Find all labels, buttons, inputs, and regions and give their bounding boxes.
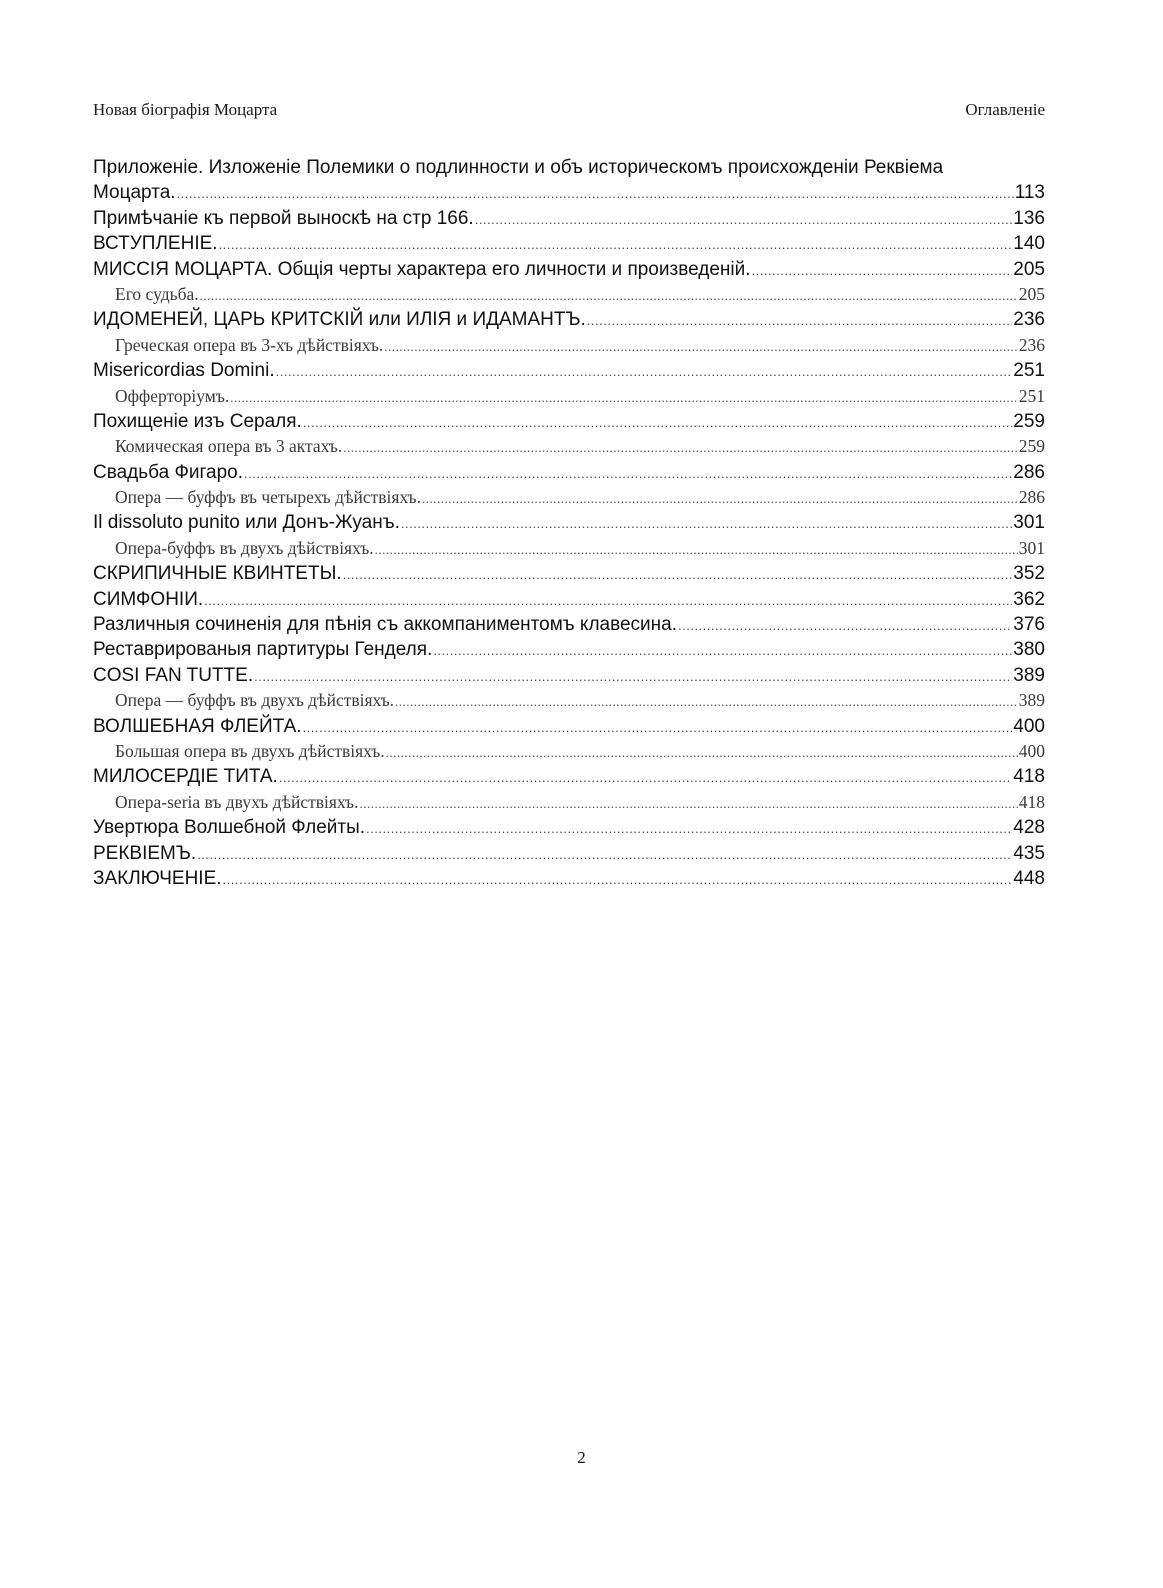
toc-entry[interactable] — [93, 561, 1045, 586]
toc-subentry[interactable] — [93, 384, 1045, 409]
toc-entry-title: Увертюра Волшебной Флейты. — [93, 817, 366, 839]
toc-entry-title: Опера-буффъ въ двухъ дѣйствіяхъ. — [115, 537, 374, 558]
toc-entry-page: 376 — [1013, 614, 1045, 636]
toc-entry-title: Опера-seria въ двухъ дѣйствіяхъ. — [115, 791, 359, 812]
toc-entry[interactable] — [93, 866, 1045, 891]
dot-leader — [197, 841, 1012, 866]
toc-subentry[interactable] — [93, 536, 1045, 561]
toc-entry-page: 286 — [1013, 461, 1045, 483]
toc-entry-title: Приложеніе. Изложеніе Полемики о подлинности и объ историческомъ происхожденіи Реквіема — [93, 157, 944, 178]
toc-entry-first-line1[interactable] — [93, 155, 1045, 180]
toc-entry[interactable] — [93, 815, 1045, 840]
toc-entry[interactable] — [93, 206, 1045, 231]
toc-entry[interactable] — [93, 510, 1045, 535]
toc-entry-page: 380 — [1013, 639, 1045, 661]
dot-leader — [433, 637, 1012, 662]
toc-entry-title: СИМФОНІИ. — [93, 588, 204, 610]
dot-leader — [475, 206, 1013, 231]
toc-entry[interactable] — [93, 231, 1045, 256]
toc-entry-title: Опера — буффъ въ четырехъ дѣйствіяхъ. — [115, 487, 421, 508]
toc-subentry[interactable] — [93, 333, 1045, 358]
dot-leader — [366, 815, 1012, 840]
toc-entry-page: 136 — [1013, 207, 1045, 229]
toc-entry-title: РЕКВІЕМЪ. — [93, 842, 197, 864]
dot-leader — [343, 434, 1018, 459]
toc-entry-page: 140 — [1013, 233, 1045, 255]
dot-leader — [200, 282, 1018, 307]
toc-entry-title: COSI FAN TUTTE. — [93, 664, 254, 686]
dot-leader — [422, 485, 1018, 510]
toc-entry-title: ВОЛШЕБНАЯ ФЛЕЙТА. — [93, 715, 302, 737]
dot-leader — [386, 739, 1018, 764]
toc-entry-list — [93, 206, 1045, 892]
toc-entry-page: 389 — [1018, 690, 1045, 711]
toc-entry-page: 251 — [1018, 385, 1045, 406]
toc-entry-page: 236 — [1013, 309, 1045, 331]
dot-leader — [230, 384, 1017, 409]
toc-entry-page: 113 — [1014, 182, 1045, 204]
toc-entry-title: Греческая опера въ 3-хъ дѣйствіяхъ. — [115, 334, 384, 355]
dot-leader — [359, 790, 1017, 815]
toc-entry-title: МИССІЯ МОЦАРТА. Общія черты характера его личности и произведеній. — [93, 258, 751, 280]
toc-subentry[interactable] — [93, 282, 1045, 307]
toc-entry-title: СКРИПИЧНЫЕ КВИНТЕТЫ. — [93, 563, 342, 585]
dot-leader — [303, 409, 1012, 434]
toc-entry[interactable] — [93, 637, 1045, 662]
dot-leader — [204, 587, 1012, 612]
toc-entry-title: МИЛОСЕРДІЕ ТИТА. — [93, 766, 278, 788]
toc-entry[interactable] — [93, 663, 1045, 688]
toc-entry-title: Misericordias Domini. — [93, 360, 275, 382]
toc-subentry[interactable] — [93, 790, 1045, 815]
dot-leader — [587, 307, 1013, 332]
dot-leader — [401, 510, 1012, 535]
toc-entry-title: Свадьба Фигаро. — [93, 461, 243, 483]
toc-entry[interactable] — [93, 358, 1045, 383]
toc-entry-page: 205 — [1013, 258, 1045, 280]
toc-entry-title: Реставрированыя партитуры Генделя. — [93, 639, 433, 661]
toc-entry-page: 205 — [1018, 283, 1045, 304]
toc-entry-page: 428 — [1013, 817, 1045, 839]
dot-leader — [276, 358, 1013, 383]
dot-leader — [384, 333, 1017, 358]
toc-entry-page: 259 — [1013, 410, 1045, 432]
dot-leader — [752, 257, 1013, 282]
toc-subentry[interactable] — [93, 434, 1045, 459]
toc-entry-page: 435 — [1013, 842, 1045, 864]
toc-entry-first-line2[interactable] — [93, 180, 1045, 205]
toc-entry[interactable] — [93, 612, 1045, 637]
dot-leader — [343, 561, 1013, 586]
toc-entry[interactable] — [93, 714, 1045, 739]
toc-entry-title: Похищеніе изъ Сераля. — [93, 410, 302, 432]
toc-entry[interactable] — [93, 409, 1045, 434]
toc-entry[interactable] — [93, 587, 1045, 612]
toc-entry[interactable] — [93, 841, 1045, 866]
toc-entry-title: Примѣчаніе къ первой выноскѣ на стр 166. — [93, 207, 474, 229]
dot-leader — [678, 612, 1012, 637]
toc-entry-page: 251 — [1013, 360, 1045, 382]
dot-leader — [254, 663, 1012, 688]
toc-entry-page: 418 — [1013, 766, 1045, 788]
dot-leader — [177, 180, 1014, 205]
toc-entry[interactable] — [93, 257, 1045, 282]
toc-entry[interactable] — [93, 764, 1045, 789]
toc-entry-page: 362 — [1013, 588, 1045, 610]
toc-entry-page: 352 — [1013, 563, 1045, 585]
page-number: 2 — [577, 1448, 586, 1467]
toc-entry-title: Его судьба. — [115, 283, 199, 304]
toc-entry-title: Офферторіумъ. — [115, 385, 230, 406]
toc-entry[interactable] — [93, 460, 1045, 485]
toc-entry-page: 400 — [1018, 740, 1045, 761]
dot-leader — [223, 866, 1013, 891]
toc-entry-page: 418 — [1018, 791, 1045, 812]
toc-entry-page: 301 — [1018, 537, 1045, 558]
dot-leader — [395, 688, 1018, 713]
toc-entry-title: Большая опера въ двухъ дѣйствіяхъ. — [115, 740, 385, 761]
toc-entry-title: Опера — буффъ въ двухъ дѣйствіяхъ. — [115, 690, 395, 711]
book-title: Новая біографія Моцарта — [93, 100, 278, 119]
toc-subentry[interactable] — [93, 485, 1045, 510]
dot-leader — [279, 764, 1012, 789]
toc-subentry[interactable] — [93, 739, 1045, 764]
dot-leader — [303, 714, 1013, 739]
toc-subentry[interactable] — [93, 688, 1045, 713]
toc-entry-page: 259 — [1018, 436, 1045, 457]
toc-entry-title: ИДОМЕНЕЙ, ЦАРЬ КРИТСКІЙ или ИЛІЯ и ИДАМАНТЪ. — [93, 309, 586, 331]
running-head — [93, 100, 1045, 120]
toc-entry[interactable] — [93, 307, 1045, 332]
dot-leader — [219, 231, 1013, 256]
toc-entry-page: 389 — [1013, 664, 1045, 686]
toc-entry-title: ВСТУПЛЕНІЕ. — [93, 233, 218, 255]
toc-entry-title: Комическая опера въ 3 актахъ. — [115, 436, 343, 457]
toc-entry-title: ЗАКЛЮЧЕНІЕ. — [93, 867, 222, 889]
dot-leader — [244, 460, 1012, 485]
toc-entry-page: 301 — [1013, 512, 1045, 534]
table-of-contents — [93, 155, 1045, 891]
toc-entry-page: 448 — [1013, 867, 1045, 889]
section-title: Оглавленіе — [965, 100, 1045, 119]
toc-entry-page: 286 — [1018, 487, 1045, 508]
toc-entry-page: 236 — [1018, 334, 1045, 355]
toc-entry-title: Моцарта. — [93, 182, 176, 204]
dot-leader — [375, 536, 1018, 561]
toc-entry-page: 400 — [1013, 715, 1045, 737]
toc-entry-title: Различныя сочиненія для пѣнія съ аккомпаниментомъ клавесина. — [93, 614, 677, 636]
toc-entry-title: Il dissoluto punito или Донъ-Жуанъ. — [93, 512, 400, 534]
